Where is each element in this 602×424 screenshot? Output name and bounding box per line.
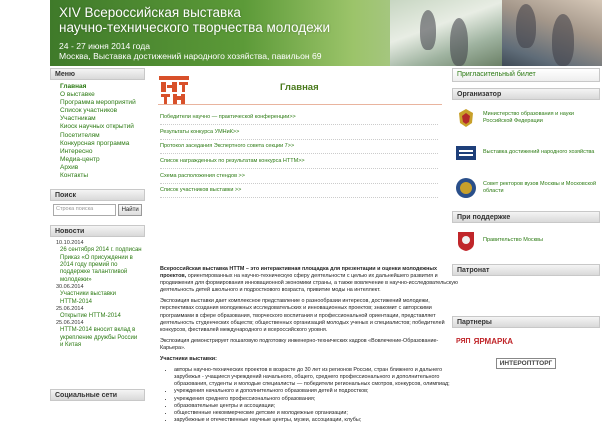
list-item: • учреждения среднего профессионального образования;: [174, 396, 460, 403]
news-date: 10.10.2014: [56, 240, 84, 247]
news-link[interactable]: Открытие НТТМ-2014: [60, 312, 121, 319]
news-date: 25.06.2014: [56, 320, 84, 327]
right-sidebar: [452, 68, 600, 376]
moscow-coat-icon: [455, 230, 477, 252]
news-heading: Новости: [50, 225, 145, 237]
menu-item-for-participants[interactable]: Участникам: [60, 115, 96, 123]
search-input[interactable]: Строка поиска: [53, 204, 116, 216]
news-link[interactable]: Участники выставки НТТМ-2014: [60, 291, 117, 305]
menu-item-media[interactable]: Медиа-центр: [60, 155, 100, 163]
partner-yarmarka-prefix: РЯП: [456, 337, 471, 345]
support-item[interactable]: [452, 223, 600, 258]
invitation-ticket-link[interactable]: Пригласительный билет: [452, 68, 600, 82]
organizer-rectors: Совет ректоров вузов Москвы и Московской области: [483, 180, 597, 194]
organizer-vdnh: Выставка достижений народного хозяйства: [483, 149, 595, 155]
news-date: 25.06.2014: [56, 305, 84, 312]
list-item: • учреждения начального и дополнительного образования детей и подростков;: [174, 388, 460, 395]
menu-item-contest[interactable]: Конкурсная программа: [60, 139, 130, 147]
menu-heading: Меню: [50, 68, 145, 80]
article-body: [160, 266, 460, 424]
main-menu: [50, 80, 145, 183]
article-intro-bold: Всероссийская выставка НТТМ – это интерактивная площадка для презентации и оценки молодежных проектов,: [160, 266, 437, 280]
article-paragraph: Экспозиция выставки дает комплексное представление о разнообразии интересов, достижений молодежи, перспективах создания молодежных исследовательских и инновационных проектов; знакомит с авторскими программами в сфере образования, творческого воспитания и профессиональной ориентации, представляет деятельность студенческих обществ; общественных организаций молодых ученых и специалистов; победителей конкурсов, фестивалей международного и всероссийского уровня.: [160, 298, 445, 333]
search-heading: Поиск: [50, 189, 145, 201]
partner-interopttorg-logo[interactable]: [456, 354, 596, 372]
banner-dates: 24 - 27 июня 2014 года: [59, 41, 151, 51]
menu-item-home[interactable]: Главная: [60, 83, 87, 90]
menu-item-participants-list[interactable]: Список участников: [60, 107, 118, 115]
search-box: [50, 189, 145, 219]
organizer-ministry: Министерство образования и науки Российской Федерации: [483, 110, 574, 124]
link-umnik-results[interactable]: Результаты конкурса УМНиК>>: [160, 126, 438, 140]
main-content: [150, 68, 458, 423]
support-moscow-government: Правительство Москвы: [483, 237, 543, 243]
search-button[interactable]: Найти: [118, 204, 142, 216]
support-heading: При поддержке: [452, 211, 600, 223]
menu-item-visitors[interactable]: Посетителям: [60, 131, 100, 139]
participants-list: [174, 367, 460, 424]
list-item: • зарубежные и отечественные научные центры, музеи, ассоциации, клубы;: [174, 417, 460, 424]
organizer-item[interactable]: [452, 135, 600, 170]
article-intro: ориентированных на научно-техническую сферу деятельности с целью их дальнейшего развития и продвижения для формирования инновационной экономики страны, а также вовлечение в научно-исследовательскую деятельность детей школьного и подросткового возраста, привитие моды на интеллект.: [160, 273, 458, 294]
support-box: [452, 211, 600, 258]
nttm-logo: [159, 76, 189, 106]
vdnh-logo-icon: [455, 142, 477, 164]
banner-photo-students: [502, 0, 602, 66]
partner-yarmarka-name: ЯРМАРКА: [473, 336, 513, 346]
ministry-emblem-icon: [455, 107, 477, 129]
banner-title: [59, 5, 330, 35]
partners-box: [452, 316, 600, 372]
menu-item-contacts[interactable]: Контакты: [60, 172, 89, 180]
title-divider: [158, 104, 442, 105]
news-link[interactable]: НТТМ-2014 вносит вклад в укрепление дружбы России и Китая: [60, 327, 138, 349]
social-heading: Социальные сети: [50, 389, 145, 401]
rectors-council-icon: [455, 177, 477, 199]
organizer-heading: Организатор: [452, 88, 600, 100]
left-sidebar: [50, 68, 145, 353]
banner-venue: Москва, Выставка достижений народного хозяйства, павильон 69: [59, 51, 322, 61]
banner-photo-visitors: [390, 0, 502, 66]
menu-item-archive[interactable]: Архив: [60, 163, 79, 171]
banner-subtitle: [59, 41, 322, 61]
menu-item-kiosk[interactable]: Киоск научных открытий: [60, 123, 134, 131]
link-participants-list[interactable]: Список участников выставки >>: [160, 184, 438, 198]
participants-heading: Участники выставки:: [160, 356, 217, 363]
news-link[interactable]: 26 сентября 2014 г. подписан Приказ «О присуждении в 2014 году премий по поддержке талантливой молодежи»: [60, 247, 142, 283]
page-title: Главная: [280, 82, 319, 93]
menu-item-program[interactable]: Программа мероприятий: [60, 99, 136, 107]
partner-yarmarka-logo[interactable]: [456, 332, 596, 350]
list-item: • авторы научно-технических проектов в возрасте до 30 лет из регионов России, стран ближнего и дальнего зарубежья - учащиеся учреждений начального, общего, среднего профессионального и дополнительного образования, студенты и молодые специалисты — победители региональных смотров, конкурсов, олимпиад;: [174, 367, 460, 388]
patron-heading: Патронат: [452, 264, 600, 276]
menu-item-about[interactable]: О выставке: [60, 91, 95, 99]
news-box: [50, 225, 145, 352]
banner-title-line1: XIV Всероссийская выставка: [59, 5, 241, 20]
article-paragraph: Экспозиция демонстрирует пошаговую подготовку инженерно-технических кадров «Вовлечение-Образование-Карьера».: [160, 337, 439, 351]
list-item: • образовательные центры и ассоциации;: [174, 403, 460, 410]
patron-box: [452, 264, 600, 310]
header-banner: [50, 0, 602, 66]
link-stand-layout[interactable]: Схема расположения стендов >>: [160, 170, 438, 184]
menu-item-interesting[interactable]: Интересно: [60, 147, 93, 155]
link-awarded-list[interactable]: Список награжденных по результатам конкурса НТТМ>>: [160, 155, 438, 169]
organizer-item[interactable]: [452, 100, 600, 135]
link-expert-protocol[interactable]: Протокол заседания Экспертного совета секции 7>>: [160, 140, 438, 154]
news-date: 30.06.2014: [56, 284, 84, 291]
news-links: [160, 111, 438, 199]
list-item: • общественные некоммерческие детские и молодежные организации;: [174, 410, 460, 417]
partners-heading: Партнеры: [452, 316, 600, 328]
banner-title-line2: научно-технического творчества молодежи: [59, 20, 331, 35]
organizer-box: [452, 88, 600, 205]
organizer-item[interactable]: [452, 170, 600, 205]
partner-interopttorg-name: ИНТЕРОПТТОРГ: [496, 358, 557, 369]
link-conference-winners[interactable]: Победители научно — практической конференции>>: [160, 111, 438, 125]
